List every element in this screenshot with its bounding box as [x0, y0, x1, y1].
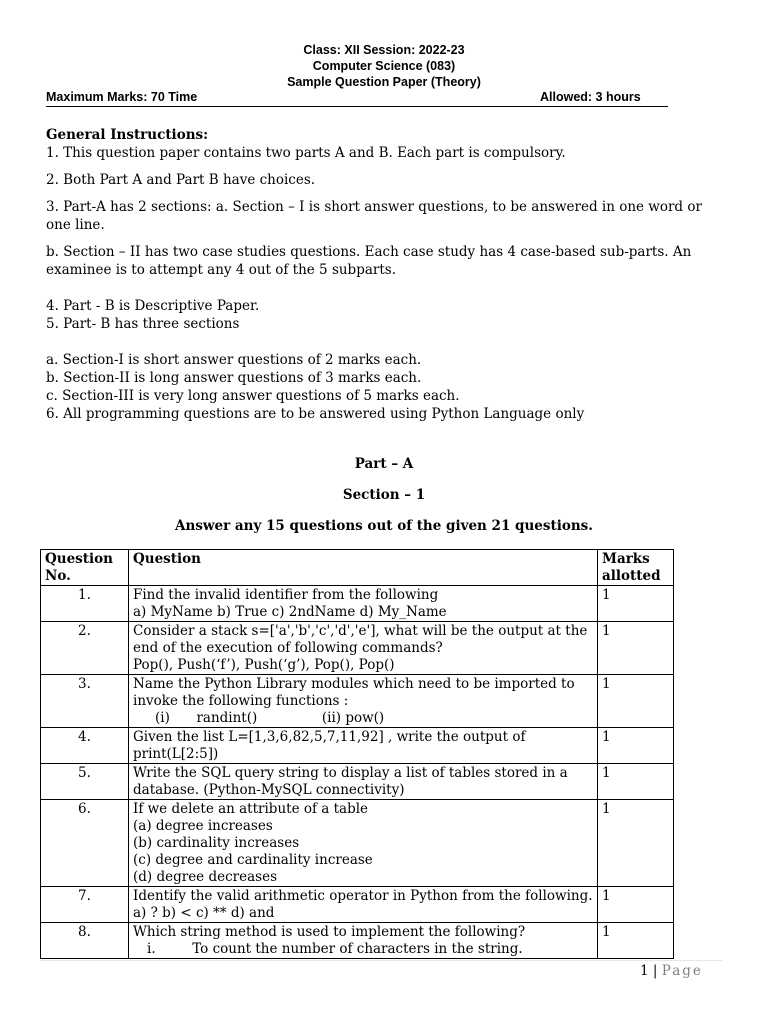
instruction-3b: b. Section – II has two case studies questions. Each case study has 4 case-based sub-parts. An examinee is to attempt any 4 out of the 5 subparts.	[46, 244, 692, 278]
questions-table	[40, 549, 674, 959]
question-number: 3.	[41, 675, 129, 728]
instruction-5a: a. Section-I is short answer questions of 2 marks each.	[46, 352, 422, 368]
question-text	[129, 675, 598, 728]
subpart-label: (i)	[155, 710, 170, 726]
instruction-5b: b. Section-II is long answer questions of 3 marks each.	[46, 370, 422, 386]
question-number: 8.	[41, 923, 129, 959]
instruction-1: 1. This question paper contains two parts A and B. Each part is compulsory.	[46, 145, 566, 161]
part-heading: Part – A	[354, 456, 414, 472]
question-number: 7.	[41, 887, 129, 923]
instruction-2: 2. Both Part A and Part B have choices.	[46, 172, 316, 188]
question-line: a) MyName b) True c) 2ndName d) My_Name	[133, 604, 447, 620]
table-row	[41, 586, 674, 622]
instructions-title: General Instructions:	[46, 127, 209, 143]
footer-divider	[40, 960, 722, 961]
paper-type-heading: Sample Question Paper (Theory)	[287, 75, 481, 89]
table-header-row	[41, 550, 674, 586]
question-text	[129, 586, 598, 622]
header-marks: Marks allotted	[598, 550, 674, 586]
table-row	[41, 800, 674, 887]
question-text	[129, 887, 598, 923]
question-text	[129, 622, 598, 675]
maximum-marks: Maximum Marks: 70 Time	[46, 90, 198, 104]
question-text	[129, 800, 598, 887]
question-option: (c) degree and cardinality increase	[133, 852, 373, 868]
question-option: (d) degree decreases	[133, 869, 277, 885]
question-number: 4.	[41, 728, 129, 764]
answer-note: Answer any 15 questions out of the given 21 questions.	[175, 518, 593, 534]
question-option: (b) cardinality increases	[133, 835, 300, 851]
table-row	[41, 728, 674, 764]
table-row	[41, 923, 674, 959]
question-marks: 1	[598, 622, 674, 675]
question-marks: 1	[598, 728, 674, 764]
instruction-6: 6. All programming questions are to be answered using Python Language only	[46, 406, 585, 422]
header-question: Question	[129, 550, 598, 586]
question-text	[129, 728, 598, 764]
question-line: Given the list L=[1,3,6,82,5,7,11,92] , write the output of print(L[2:5])	[133, 729, 526, 762]
question-option: (a) degree increases	[133, 818, 273, 834]
question-marks: 1	[598, 800, 674, 887]
header-question-no: Question No.	[41, 550, 129, 586]
question-number: 2.	[41, 622, 129, 675]
instruction-3: 3. Part-A has 2 sections: a. Section – I is short answer questions, to be answered in one word or one line.	[46, 199, 702, 233]
subject-heading: Computer Science (083)	[312, 59, 456, 73]
question-marks: 1	[598, 675, 674, 728]
question-subparts	[133, 710, 593, 727]
table-row	[41, 764, 674, 800]
page-label: Page	[661, 963, 703, 979]
subpart-text: To count the number of characters in the string.	[192, 941, 523, 957]
instruction-4: 4. Part - B is Descriptive Paper.	[46, 298, 260, 314]
section-heading: Section – 1	[342, 487, 426, 503]
subpart-label: i.	[147, 941, 156, 957]
table-row	[41, 675, 674, 728]
page-separator: |	[652, 963, 658, 979]
table-row	[41, 622, 674, 675]
instruction-5c: c. Section-III is very long answer questions of 5 marks each.	[46, 388, 460, 404]
question-number: 6.	[41, 800, 129, 887]
question-line: If we delete an attribute of a table	[133, 801, 369, 817]
class-session-heading: Class: XII Session: 2022-23	[303, 43, 465, 57]
question-number: 5.	[41, 764, 129, 800]
table-row	[41, 887, 674, 923]
question-line: Identify the valid arithmetic operator in Python from the following. a) ? b) < c) ** d) and	[133, 888, 593, 921]
question-marks: 1	[598, 887, 674, 923]
question-number: 1.	[41, 586, 129, 622]
question-line: Which string method is used to implement the following?	[133, 924, 526, 940]
question-marks: 1	[598, 923, 674, 959]
instruction-5: 5. Part- B has three sections	[46, 316, 240, 332]
page-footer	[640, 962, 703, 980]
question-line: Name the Python Library modules which need to be imported to invoke the following functions :	[133, 676, 575, 709]
subpart-text: (ii) pow()	[321, 710, 385, 726]
subpart-text: randint()	[196, 710, 258, 726]
question-line: Write the SQL query string to display a list of tables stored in a database. (Python-MySQL connectivity)	[133, 765, 568, 798]
question-marks: 1	[598, 764, 674, 800]
marks-time-row	[46, 89, 668, 107]
question-line: Consider a stack s=['a','b','c','d','e'], what will be the output at the end of the execution of following commands?	[133, 623, 588, 656]
question-line: Find the invalid identifier from the following	[133, 587, 439, 603]
question-marks: 1	[598, 586, 674, 622]
time-allowed: Allowed: 3 hours	[540, 90, 641, 104]
question-text	[129, 923, 598, 959]
question-text	[129, 764, 598, 800]
page-number: 1	[640, 963, 649, 979]
question-subparts	[133, 941, 593, 958]
question-line: Pop(), Push(‘f’), Push(‘g’), Pop(), Pop()	[133, 657, 395, 673]
